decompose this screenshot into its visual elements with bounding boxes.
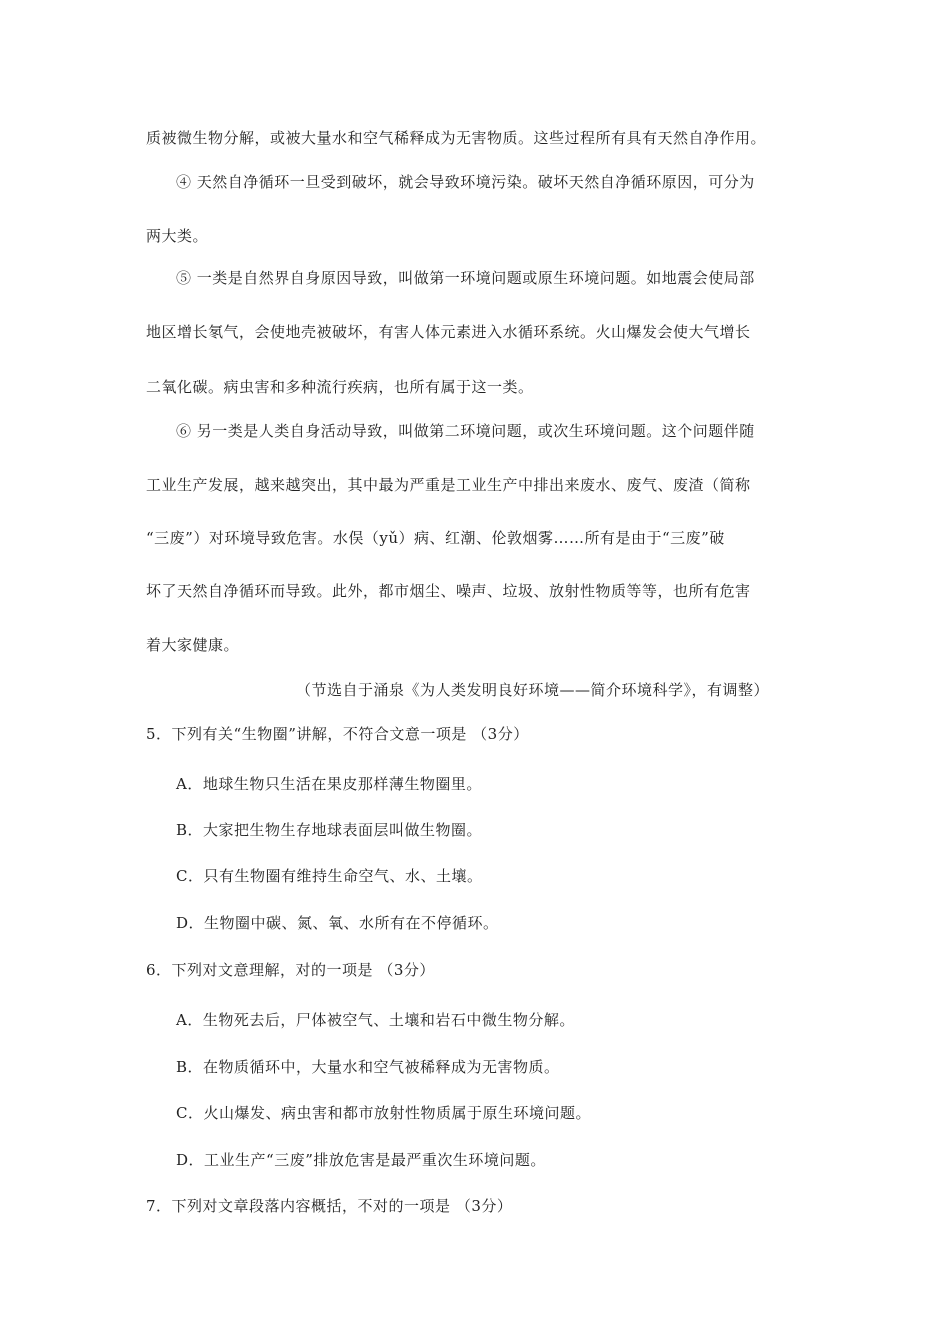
question-7-stem: 7．下列对文章段落内容概括，不对的一项是 （3分） — [146, 1197, 513, 1215]
paragraph-4-line: ④ 天然自净循环一旦受到破坏，就会导致环境污染。破坏天然自净循环原因，可分为 — [176, 173, 755, 191]
passage-line: “三废”）对环境导致危害。水俣（yǔ）病、红潮、伦敦烟雾……所有是由于“三废”破 — [146, 529, 725, 547]
paragraph-5-line: ⑤ 一类是自然界自身原因导致，叫做第一环境问题或原生环境问题。如地震会使局部 — [176, 269, 755, 287]
passage-line: 二氧化碳。病虫害和多种流行疾病，也所有属于这一类。 — [146, 378, 534, 396]
question-5-option-a: A．地球生物只生活在果皮那样薄生物圈里。 — [176, 775, 482, 793]
passage-line: 质被微生物分解，或被大量水和空气稀释成为无害物质。这些过程所有具有天然自净作用。 — [146, 129, 767, 147]
paragraph-6-line: ⑥ 另一类是人类自身活动导致，叫做第二环境问题，或次生环境问题。这个问题伴随 — [176, 422, 755, 440]
question-6-option-c: C．火山爆发、病虫害和都市放射性物质属于原生环境问题。 — [176, 1104, 591, 1122]
passage-line: 着大家健康。 — [146, 636, 240, 654]
question-5-option-c: C．只有生物圈有维持生命空气、水、土壤。 — [176, 867, 483, 885]
source-citation: （节选自于涌泉《为人类发明良好环境——简介环境科学》，有调整） — [296, 681, 770, 699]
passage-line: 坏了天然自净循环而导致。此外，都市烟尘、噪声、垃圾、放射性物质等等，也所有危害 — [146, 582, 751, 600]
question-5-option-b: B．大家把生物生存地球表面层叫做生物圈。 — [176, 821, 483, 839]
question-5-stem: 5．下列有关“生物圈”讲解，不符合文意一项是 （3分） — [146, 725, 529, 743]
passage-line: 工业生产发展，越来越突出，其中最为严重是工业生产中排出来废水、废气、废渣（简称 — [146, 476, 751, 494]
question-6-option-d: D．工业生产“三废”排放危害是最严重次生环境问题。 — [176, 1151, 546, 1169]
question-6-option-b: B．在物质循环中，大量水和空气被稀释成为无害物质。 — [176, 1058, 560, 1076]
question-6-stem: 6．下列对文意理解，对的一项是 （3分） — [146, 961, 435, 979]
question-6-option-a: A．生物死去后，尸体被空气、土壤和岩石中微生物分解。 — [176, 1011, 575, 1029]
question-5-option-d: D．生物圈中碳、氮、氧、水所有在不停循环。 — [176, 914, 499, 932]
passage-line: 地区增长氡气，会使地壳被破坏，有害人体元素进入水循环系统。火山爆发会使大气增长 — [146, 323, 751, 341]
passage-line: 两大类。 — [146, 227, 209, 245]
